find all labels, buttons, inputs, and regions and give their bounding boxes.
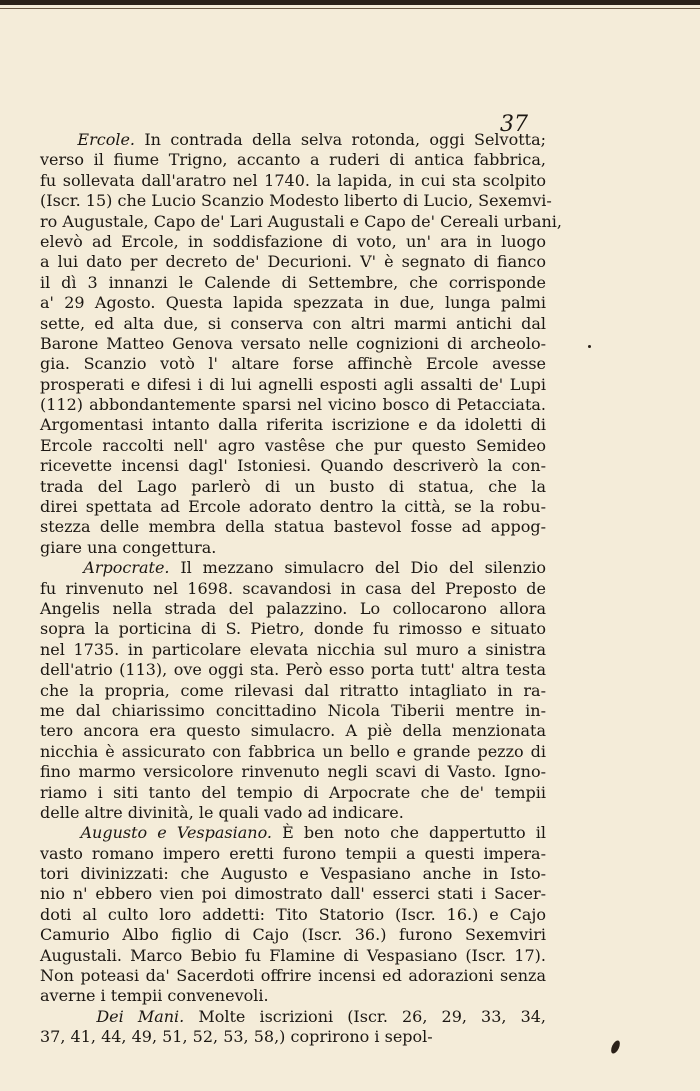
section-heading: Augusto e Vespasiano.	[80, 823, 273, 843]
text-line: dell'atrio (113), ove oggi sta. Però esso porta tutt' altra testa	[40, 660, 546, 680]
line-text: È ben noto che dappertutto il	[272, 823, 546, 843]
text-line: Non poteasi da' Sacerdoti offrire incensi ed adorazioni senza	[40, 966, 546, 986]
text-line: vasto romano impero eretti furono tempii a questi impera-	[40, 843, 546, 863]
text-line: Argomentasi intanto dalla riferita iscrizione e da idoletti di	[40, 415, 546, 435]
text-line: Angelis nella strada del palazzino. Lo collocarono allora	[40, 598, 546, 618]
line-text: In contrada della selva rotonda, oggi Selvotta;	[135, 130, 546, 149]
text-line: prosperati e difesi i di lui agnelli esposti agli assalti de' Lupi	[40, 374, 546, 394]
text-line: ricevette incensi dagl' Istoniesi. Quando descriverò la con-	[40, 456, 546, 476]
indent	[40, 1007, 96, 1026]
text-line: tero ancora era questo simulacro. A piè della menzionata	[40, 721, 546, 741]
indent	[40, 130, 77, 149]
text-line: il dì 3 innanzi le Calende di Settembre, che corrisponde	[40, 272, 546, 292]
text-line: Ercole raccolti nell' agro vastêse che pur questo Semideo	[40, 435, 546, 455]
text-line: ro Augustale, Capo de' Lari Augustali e Capo de' Cereali urbani,	[40, 211, 562, 231]
section-heading: Ercole.	[77, 130, 135, 149]
section-heading: Arpocrate.	[83, 558, 170, 578]
section-heading: Dei Mani.	[96, 1006, 185, 1026]
text-line: Barone Matteo Genova versato nelle cognizioni di archeolo-	[40, 333, 546, 353]
text-line: sopra la porticina di S. Pietro, donde fu rimosso e situato	[40, 619, 546, 639]
indent	[40, 558, 83, 577]
page-number: 37	[500, 112, 528, 137]
text-line: direi spettata ad Ercole adorato dentro la città, se la robu-	[40, 497, 546, 517]
text-line: (112) abbondantemente sparsi nel vicino bosco di Petacciata.	[40, 395, 546, 415]
text-line: sette, ed alta due, si conserva con altri marmi antichi dal	[40, 313, 546, 333]
text-line: gia. Scanzio votò l' altare forse affinchè Ercole avesse	[40, 354, 546, 374]
text-line: me dal chiarissimo concittadino Nicola Tiberii mentre in-	[40, 700, 546, 720]
line-text: Il mezzano simulacro del Dio del silenzio	[169, 558, 546, 578]
text-line: giare una congettura.	[40, 537, 217, 557]
text-line: doti al culto loro addetti: Tito Statorio (Iscr. 16.) e Cajo	[40, 904, 546, 924]
text-line: fu rinvenuto nel 1698. scavandosi in casa del Preposto de	[40, 578, 546, 598]
text-line: elevò ad Ercole, in soddisfazione di voto, un' ara in luogo	[40, 231, 546, 251]
text-line: nel 1735. in particolare elevata nicchia sul muro a sinistra	[40, 639, 546, 659]
text-line: nio n' ebbero vien poi dimostrato dall' esserci stati i Sacer-	[40, 884, 546, 904]
body-text	[40, 130, 562, 1048]
text-line: averne i tempii convenevoli.	[40, 986, 269, 1006]
text-line: riamo i siti tanto del tempio di Arpocrate che de' tempii	[40, 782, 546, 802]
text-line	[40, 130, 546, 150]
text-line	[40, 823, 546, 843]
text-line: a' 29 Agosto. Questa lapida spezzata in due, lunga palmi	[40, 293, 546, 313]
indent	[40, 823, 80, 842]
text-line: (Iscr. 15) che Lucio Scanzio Modesto liberto di Lucio, Sexemvi-	[40, 191, 552, 211]
ink-speck	[588, 345, 591, 348]
text-line: fino marmo versicolore rinvenuto negli scavi di Vasto. Igno-	[40, 762, 546, 782]
top-rule	[0, 0, 700, 5]
text-line: 37, 41, 44, 49, 51, 52, 53, 58,) coprirono i sepol-	[40, 1027, 433, 1047]
text-line: trada del Lago parlerò di un busto di statua, che la	[40, 476, 546, 496]
text-line: Camurio Albo figlio di Cajo (Iscr. 36.) furono Sexemviri	[40, 925, 546, 945]
text-line: fu sollevata dall'aratro nel 1740. la lapida, in cui sta scolpito	[40, 170, 546, 190]
text-line: Augustali. Marco Bebio fu Flamine di Vespasiano (Iscr. 17).	[40, 945, 546, 965]
text-line: delle altre divinità, le quali vado ad indicare.	[40, 802, 404, 822]
text-line: tori divinizzati: che Augusto e Vespasiano anche in Isto-	[40, 864, 546, 884]
text-line: verso il fiume Trigno, accanto a ruderi di antica fabbrica,	[40, 150, 546, 170]
text-line	[40, 1007, 546, 1027]
text-line: nicchia è assicurato con fabbrica un bello e grande pezzo di	[40, 741, 546, 761]
ink-speck	[609, 1039, 621, 1055]
text-line: a lui dato per decreto de' Decurioni. V' è segnato di fianco	[40, 252, 546, 272]
text-line: stezza delle membra della statua bastevol fosse ad appog-	[40, 517, 546, 537]
top-rule-thin	[0, 8, 700, 9]
text-line	[40, 558, 546, 578]
line-text: Molte iscrizioni (Iscr. 26, 29, 33, 34,	[184, 1006, 547, 1026]
text-line: che la propria, come rilevasi dal ritratto intagliato in ra-	[40, 680, 546, 700]
